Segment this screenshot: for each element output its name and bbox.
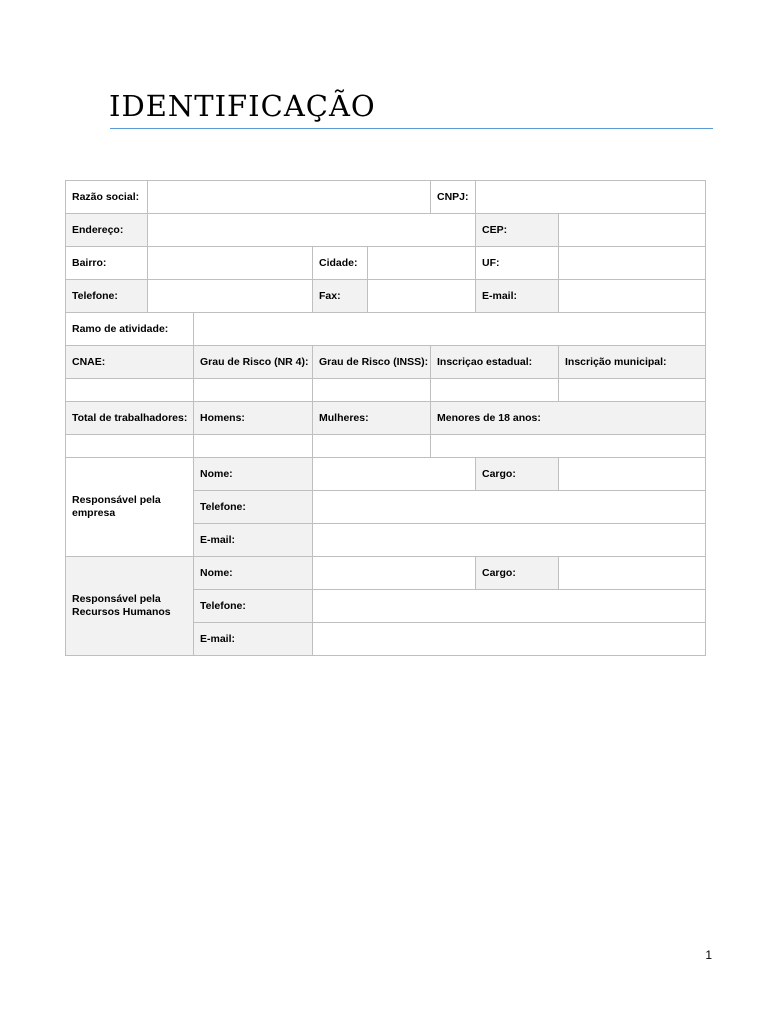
resp-empresa-label: Responsável pela empresa [66, 458, 194, 557]
resp-empresa-telefone-label: Telefone: [194, 491, 313, 524]
homens-field[interactable] [194, 435, 313, 458]
mulheres-label: Mulheres: [313, 402, 431, 435]
resp-rh-cargo-field[interactable] [559, 557, 706, 590]
resp-empresa-telefone-field[interactable] [313, 491, 706, 524]
resp-rh-email-field[interactable] [313, 623, 706, 656]
razao-social-label: Razão social: [66, 181, 148, 214]
grau-inss-field[interactable] [313, 379, 431, 402]
menores-label: Menores de 18 anos: [431, 402, 706, 435]
resp-rh-nome-label: Nome: [194, 557, 313, 590]
resp-empresa-email-field[interactable] [313, 524, 706, 557]
resp-empresa-cargo-field[interactable] [559, 458, 706, 491]
resp-rh-label: Responsável pela Recursos Humanos [66, 557, 194, 656]
cidade-label: Cidade: [313, 247, 368, 280]
insc-municipal-label: Inscrição municipal: [559, 346, 706, 379]
grau-inss-label: Grau de Risco (INSS): [313, 346, 431, 379]
telefone-field[interactable] [148, 280, 313, 313]
bairro-field[interactable] [148, 247, 313, 280]
insc-estadual-label: Inscriçao estadual: [431, 346, 559, 379]
uf-field[interactable] [559, 247, 706, 280]
cnpj-field[interactable] [476, 181, 706, 214]
ramo-label: Ramo de atividade: [66, 313, 194, 346]
resp-empresa-nome-field[interactable] [313, 458, 476, 491]
resp-rh-telefone-label: Telefone: [194, 590, 313, 623]
cnae-field[interactable] [66, 379, 194, 402]
endereco-field[interactable] [148, 214, 476, 247]
resp-empresa-email-label: E-mail: [194, 524, 313, 557]
page-number: 1 [705, 948, 712, 962]
bairro-label: Bairro: [66, 247, 148, 280]
endereco-label: Endereço: [66, 214, 148, 247]
grau-nr4-label: Grau de Risco (NR 4): [194, 346, 313, 379]
resp-rh-email-label: E-mail: [194, 623, 313, 656]
total-trab-label: Total de trabalhadores: [66, 402, 194, 435]
resp-empresa-nome-label: Nome: [194, 458, 313, 491]
cidade-field[interactable] [368, 247, 476, 280]
page-title: IDENTIFICAÇÃO [109, 89, 376, 123]
fax-field[interactable] [368, 280, 476, 313]
cnae-label: CNAE: [66, 346, 194, 379]
resp-empresa-cargo-label: Cargo: [476, 458, 559, 491]
cep-field[interactable] [559, 214, 706, 247]
insc-municipal-field[interactable] [559, 379, 706, 402]
insc-estadual-field[interactable] [431, 379, 559, 402]
uf-label: UF: [476, 247, 559, 280]
grau-nr4-field[interactable] [194, 379, 313, 402]
resp-rh-cargo-label: Cargo: [476, 557, 559, 590]
resp-rh-nome-field[interactable] [313, 557, 476, 590]
total-trab-field[interactable] [66, 435, 194, 458]
fax-label: Fax: [313, 280, 368, 313]
mulheres-field[interactable] [313, 435, 431, 458]
identification-form [65, 180, 706, 656]
resp-rh-telefone-field[interactable] [313, 590, 706, 623]
homens-label: Homens: [194, 402, 313, 435]
menores-field[interactable] [431, 435, 706, 458]
ramo-field[interactable] [194, 313, 706, 346]
telefone-label: Telefone: [66, 280, 148, 313]
razao-social-field[interactable] [148, 181, 431, 214]
email-label: E-mail: [476, 280, 559, 313]
email-field[interactable] [559, 280, 706, 313]
cnpj-label: CNPJ: [431, 181, 476, 214]
cep-label: CEP: [476, 214, 559, 247]
title-underline [110, 128, 713, 129]
